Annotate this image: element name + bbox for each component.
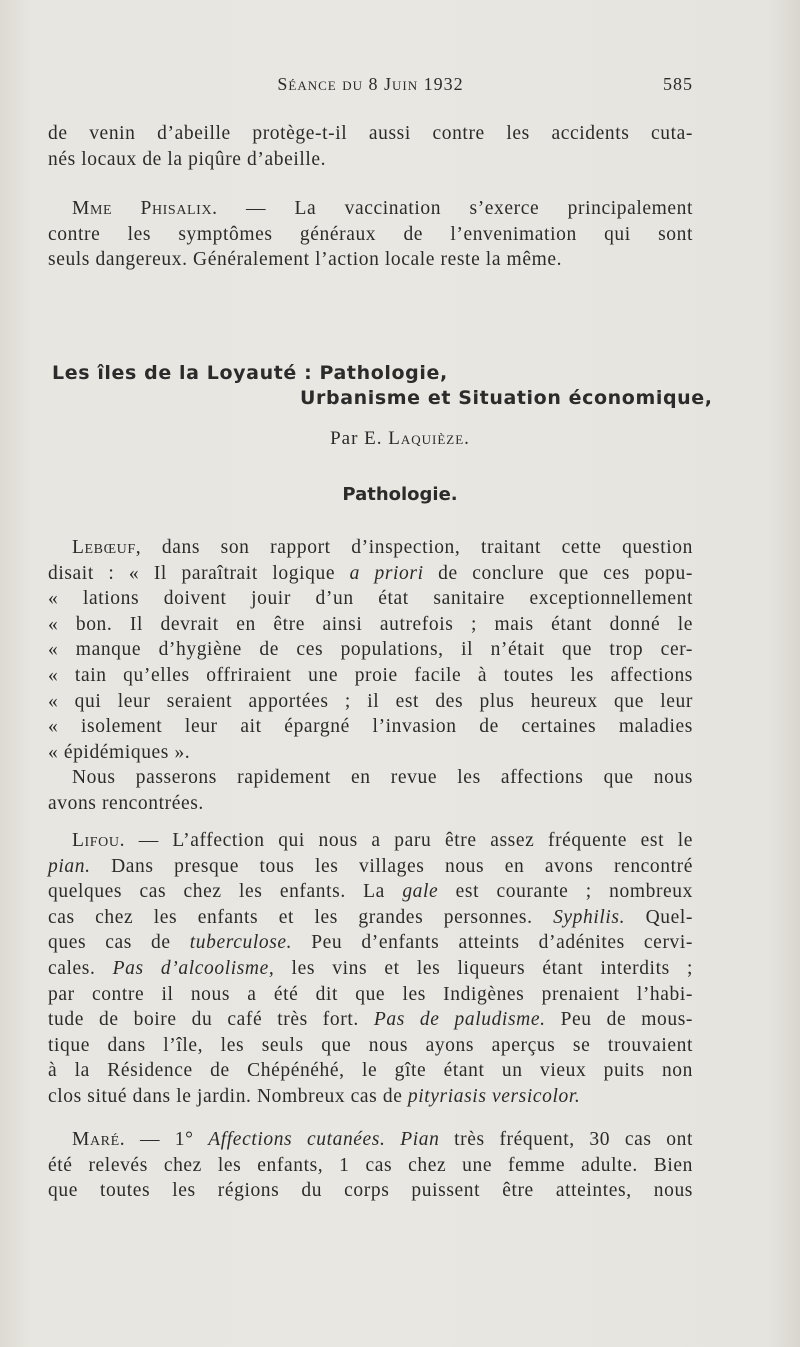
text-line: été relevés chez les enfants, 1 cas chez une femme adulte. Bien: [48, 1154, 693, 1176]
text-line: Mme Phisalix. — La vaccination s’exerce principalement: [72, 198, 693, 219]
speaker-name: Mme Phisalix.: [72, 198, 218, 219]
cited-author: Lebœuf,: [72, 537, 142, 558]
text-line: Nous passerons rapidement en revue les affections que nous: [72, 767, 693, 788]
place-name: Lifou.: [72, 830, 126, 851]
article-author: Par E. Laquièze.: [330, 428, 470, 449]
paragraph-leboeuf-quote: [48, 535, 693, 765]
text-line: « lations doivent jouir d’un état sanitaire exceptionnellement: [48, 588, 693, 610]
text-line: « qui leur seraient apportées ; il est des plus heureux que leur: [48, 690, 693, 712]
text-line: à la Résidence de Chépénéhé, le gîte étant un vieux puits non: [48, 1060, 693, 1082]
text-line: que toutes les régions du corps puissent être atteintes, nous: [48, 1180, 693, 1202]
text-line: « épidémiques ».: [48, 741, 191, 763]
article-title-line2: Urbanisme et Situation économique,: [300, 387, 713, 409]
section-title: Pathologie.: [342, 484, 458, 505]
text-line: tude de boire du café très fort. Pas de paludisme. Peu de mous-: [48, 1009, 693, 1031]
paragraph-phisalix-reply: [48, 196, 693, 273]
text-line: seuls dangereux. Généralement l’action locale reste la même.: [48, 249, 563, 271]
paragraph-mare: [48, 1127, 693, 1204]
running-header: [48, 74, 693, 102]
paragraph-bee-venom: [48, 121, 693, 172]
text-line: pian. Dans presque tous les villages nous en avons rencontré: [48, 855, 693, 877]
text-line: Maré. — 1° Affections cutanées. Pian très fréquent, 30 cas ont: [72, 1129, 693, 1150]
paragraph-review-intro: [48, 765, 693, 816]
text-line: clos situé dans le jardin. Nombreux cas de pityriasis versicolor.: [48, 1085, 581, 1107]
text-line: avons rencontrées.: [48, 792, 204, 814]
text-line: « isolement leur ait épargné l’invasion de certaines maladies: [48, 716, 693, 738]
place-name: Maré.: [72, 1129, 126, 1150]
text-line: cales. Pas d’alcoolisme, les vins et les liqueurs étant interdits ;: [48, 957, 694, 979]
text-line: « tain qu’elles offriraient une proie facile à toutes les affections: [48, 664, 693, 686]
text-line: de venin d’abeille protège-t-il aussi contre les accidents cuta-: [48, 123, 693, 144]
author-name: Laquièze.: [388, 428, 470, 449]
running-title: Séance du 8 Juin 1932: [277, 74, 464, 94]
text-line: ques cas de tuberculose. Peu d’enfants atteints d’adénites cervi-: [48, 932, 693, 954]
text-line: « manque d’hygiène de ces populations, il n’était que trop cer-: [48, 639, 693, 661]
text-line: nés locaux de la piqûre d’abeille.: [48, 148, 327, 170]
text-line: tique dans l’île, les seuls que nous ayons aperçus se trouvaient: [48, 1034, 693, 1056]
text-line: « bon. Il devrait en être ainsi autrefois ; mais étant donné le: [48, 613, 693, 635]
article-title-line1: Les îles de la Loyauté : Pathologie,: [52, 362, 448, 384]
text-line: disait : « Il paraîtrait logique a priori de conclure que ces popu-: [48, 562, 693, 584]
text-line: par contre il nous a été dit que les Indigènes prenaient l’habi-: [48, 983, 693, 1005]
paragraph-lifou: [48, 828, 693, 1110]
text-line: Lifou. — L’affection qui nous a paru être assez fréquente est le: [72, 830, 693, 851]
page-number: 585: [663, 74, 693, 94]
text-line: contre les symptômes généraux de l’envenimation qui sont: [48, 223, 693, 245]
text-line: quelques cas chez les enfants. La gale est courante ; nombreux: [48, 881, 694, 903]
text-line: Lebœuf, dans son rapport d’inspection, traitant cette question: [72, 537, 693, 558]
text-line: cas chez les enfants et les grandes personnes. Syphilis. Quel-: [48, 906, 693, 928]
